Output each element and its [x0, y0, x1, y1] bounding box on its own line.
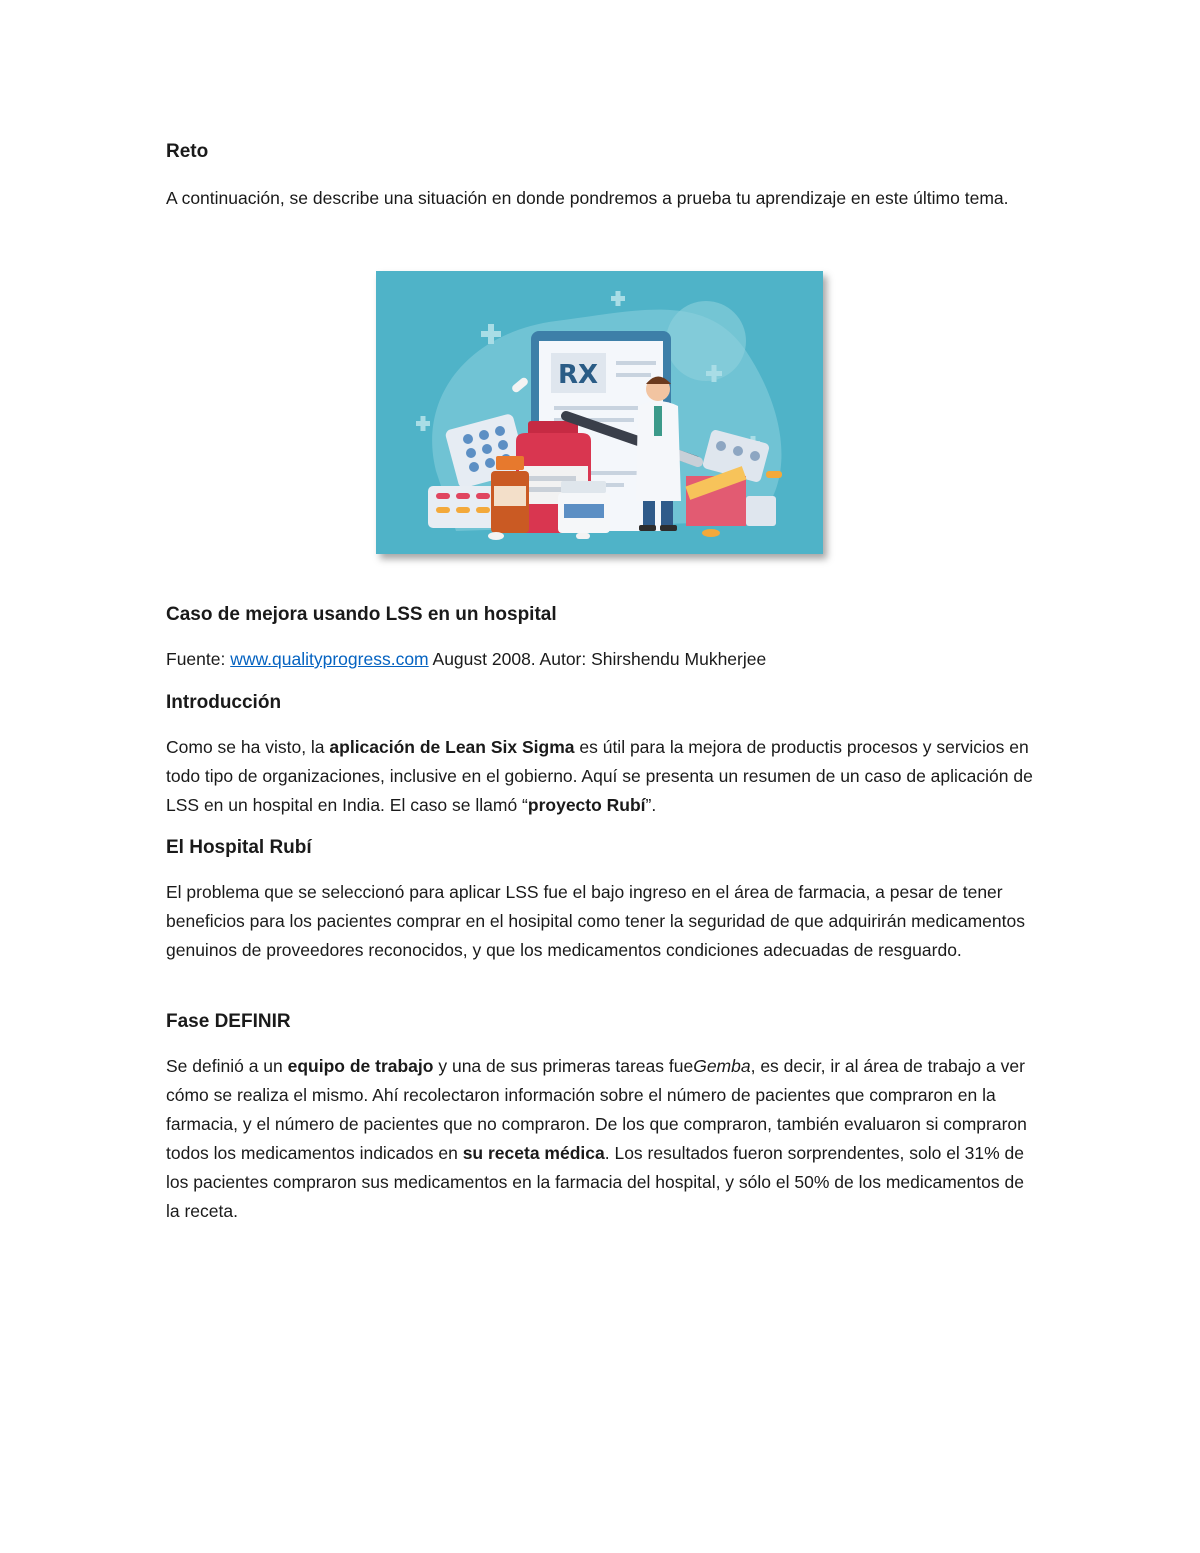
pharmacy-prescription-illustration	[376, 271, 823, 554]
intro-text-2: es útil para la mejora de productis procesos y servicios en todo tipo de organizaciones, inclusive en el gobierno. Aquí se presenta un resumen de un caso de aplicación de LSS en un hospital en India. El caso se llamó “	[166, 737, 1033, 815]
definir-paragraph	[166, 1052, 1036, 1226]
rx-label: RX	[557, 360, 599, 390]
hospital-paragraph: El problema que se seleccionó para aplicar LSS fue el bajo ingreso en el área de farmacia, a pesar de tener beneficios para los pacientes comprar en el hosipital como tener la seguridad de que adquirirán medicamentos genuinos de proveedores reconocidos, y que los medicamentos condiciones adecuadas de resguardo.	[166, 882, 1025, 960]
definir-text-1: Se definió a un	[166, 1056, 288, 1076]
definir-text-3: , es decir, ir al área de trabajo a ver cómo se realiza el mismo. Ahí recolectaron información sobre el número de pacientes que compraron en la farmacia, y el número de pacientes que no compraron. De los que compraron, también evaluaron si compraron todos los medicamentos indicados en	[166, 1056, 1027, 1163]
intro-paragraph	[166, 733, 1036, 820]
source-link[interactable]: www.qualityprogress.com	[230, 649, 429, 669]
intro-heading: Introducción	[166, 692, 282, 713]
reto-paragraph: A continuación, se describe una situación en donde pondremos a prueba tu aprendizaje en este último tema.	[166, 188, 1009, 208]
definir-bold-receta: su receta médica	[462, 1143, 605, 1163]
intro-bold-lss: aplicación de Lean Six Sigma	[329, 737, 575, 757]
source-suffix: August 2008. Autor: Shirshendu Mukherjee	[428, 649, 767, 669]
definir-heading: Fase DEFINIR	[166, 1011, 291, 1032]
definir-text-2: y una de sus primeras tareas fue	[433, 1056, 694, 1076]
hospital-heading: El Hospital Rubí	[166, 837, 312, 858]
definir-italic-gemba: Gemba	[693, 1056, 751, 1076]
source-line	[166, 645, 1036, 674]
caso-heading: Caso de mejora usando LSS en un hospital	[166, 604, 557, 625]
definir-text-4: . Los resultados fueron sorprendentes, solo el 31% de los pacientes compraron sus medicamentos en la farmacia del hospital, y sólo el 50% de los medicamentos de la receta.	[166, 1143, 1025, 1221]
intro-text-1: Como se ha visto, la	[166, 737, 330, 757]
source-prefix: Fuente:	[166, 649, 231, 669]
intro-bold-rubi: proyecto Rubí	[527, 795, 646, 815]
reto-heading: Reto	[166, 141, 209, 162]
illustration-svg	[376, 271, 823, 554]
definir-bold-team: equipo de trabajo	[287, 1056, 434, 1076]
intro-text-3: ”.	[645, 795, 657, 815]
